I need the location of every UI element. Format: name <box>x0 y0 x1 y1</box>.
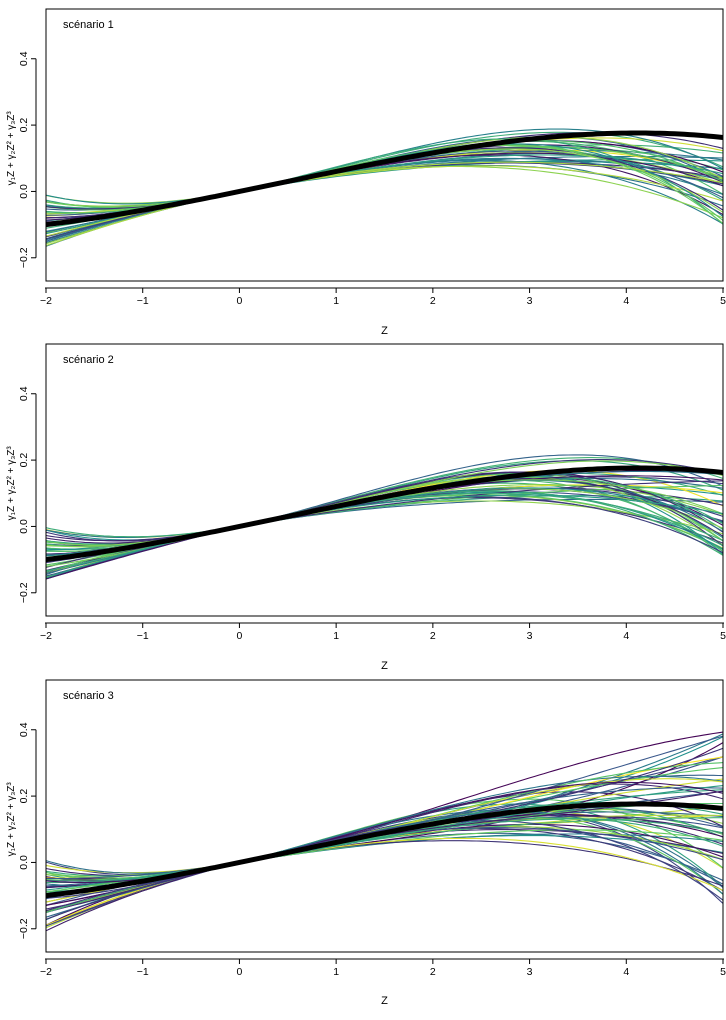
y-tick-label: −0.2 <box>18 247 30 269</box>
sample-curve <box>46 162 723 242</box>
x-tick-label: −1 <box>136 630 149 642</box>
x-tick-label: 5 <box>720 295 726 307</box>
x-tick-label: 2 <box>429 630 436 642</box>
x-tick-label: 5 <box>720 966 726 978</box>
x-tick-label: −2 <box>40 630 52 642</box>
panel-title: scénario 2 <box>63 354 114 366</box>
sample-curve <box>46 471 723 538</box>
x-tick-label: 1 <box>333 630 340 642</box>
panel-title: scénario 1 <box>63 19 114 31</box>
panel-3 <box>6 680 726 1007</box>
reference-curve <box>46 133 723 225</box>
y-tick-label: 0.2 <box>18 788 30 804</box>
y-tick-label: −0.2 <box>18 918 30 940</box>
sample-curve <box>46 790 723 912</box>
x-tick-label: 4 <box>623 630 630 642</box>
y-axis-label: γ₁Z + γ₂Z² + γ₃Z³ <box>6 111 17 186</box>
x-tick-label: 3 <box>526 630 533 642</box>
x-tick-label: 1 <box>333 295 340 307</box>
y-axis-label: γ₁Z + γ₂Z² + γ₃Z³ <box>6 446 17 521</box>
sample-curve <box>46 163 723 239</box>
series-group <box>46 129 723 246</box>
sample-curve <box>46 165 723 232</box>
sample-curve <box>46 496 723 567</box>
series-group <box>46 732 723 931</box>
series-group <box>46 455 723 579</box>
x-tick-label: −2 <box>40 295 52 307</box>
sample-curve <box>46 155 723 234</box>
y-tick-label: 0.4 <box>18 386 30 402</box>
x-tick-label: −1 <box>136 966 149 978</box>
panel-2 <box>6 344 726 672</box>
y-tick-label: 0.2 <box>18 452 30 468</box>
x-tick-label: 0 <box>236 295 243 307</box>
sample-curve <box>46 163 723 237</box>
x-tick-label: 3 <box>526 966 533 978</box>
x-axis-label: Z <box>381 660 388 672</box>
sample-curve <box>46 162 723 239</box>
y-tick-label: −0.2 <box>18 582 30 604</box>
x-axis-label: Z <box>381 995 388 1007</box>
y-tick-label: 0.0 <box>18 855 30 870</box>
y-tick-label: 0.0 <box>18 184 30 199</box>
y-axis-label: γ₁Z + γ₂Z² + γ₃Z³ <box>6 782 17 857</box>
y-tick-label: 0.2 <box>18 117 30 133</box>
sample-curve <box>46 461 723 546</box>
sample-curve <box>46 161 723 241</box>
sample-curve <box>46 492 723 572</box>
panel-1 <box>6 9 726 337</box>
x-tick-label: 4 <box>623 295 630 307</box>
x-tick-label: 1 <box>333 966 340 978</box>
plot-frame <box>46 344 723 616</box>
x-tick-label: 2 <box>429 295 436 307</box>
y-tick-label: 0.0 <box>18 519 30 534</box>
x-tick-label: 4 <box>623 966 630 978</box>
x-axis-label: Z <box>381 325 388 337</box>
panel-title: scénario 3 <box>63 690 114 702</box>
y-tick-label: 0.4 <box>18 51 30 67</box>
x-tick-label: 0 <box>236 630 243 642</box>
x-tick-label: 3 <box>526 295 533 307</box>
y-tick-label: 0.4 <box>18 722 30 738</box>
x-tick-label: 0 <box>236 966 243 978</box>
x-tick-label: −2 <box>40 966 52 978</box>
x-tick-label: 2 <box>429 966 436 978</box>
sample-curve <box>46 811 723 881</box>
x-tick-label: −1 <box>136 295 149 307</box>
sample-curve <box>46 166 723 236</box>
x-tick-label: 5 <box>720 630 726 642</box>
